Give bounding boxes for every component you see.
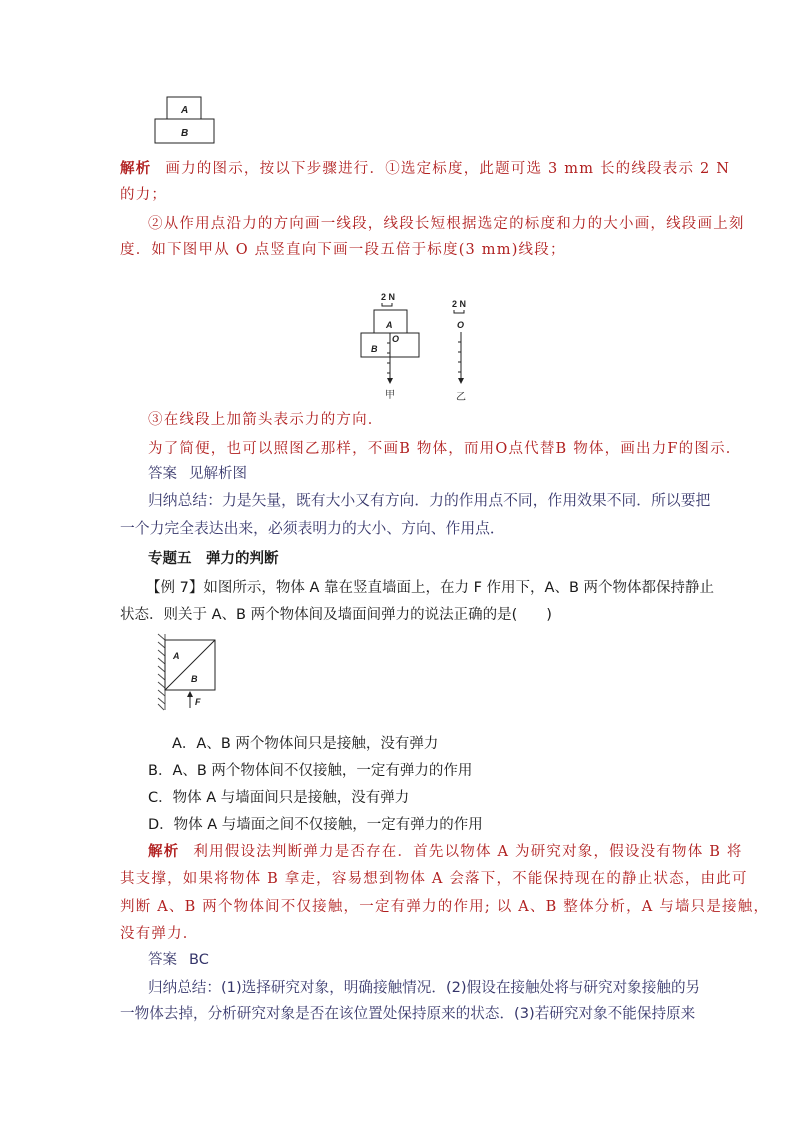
point-o-left: O (392, 334, 400, 344)
scale-left-bar (382, 303, 392, 306)
answer2-value: BC (189, 952, 209, 968)
block-a-label: A (173, 651, 180, 661)
scale-right-bar (454, 310, 464, 313)
option-c: C．物体 A 与墙面间只是接触，没有弹力 (148, 790, 410, 806)
analysis1-line1: 解析 画力的图示，按以下步骤进行．①选定标度，此题可选 3 mm 长的线段表示 2 N (120, 160, 731, 177)
analysis3-line2: 其支撑，如果将物体 B 拿走，容易想到物体 A 会落下，不能保持现在的静止状态，由此可 (120, 871, 748, 887)
option-d: D．物体 A 与墙面之间不仅接触，一定有弹力的作用 (148, 817, 483, 833)
block-b-label: B (181, 128, 189, 139)
wall-hatching (158, 634, 165, 710)
block-a-label: A (181, 105, 189, 116)
topic5-title: 专题五 弹力的判断 (148, 551, 279, 567)
option-b: B．A、B 两个物体间不仅接触，一定有弹力的作用 (148, 763, 473, 779)
arrowhead-right (458, 378, 464, 384)
analysis2-step3: ③在线段上加箭头表示力的方向． (148, 412, 384, 428)
summary1-line2: 一个力完全表达出来，必须表明力的大小、方向、作用点． (120, 520, 505, 537)
figure-wall-blocks (150, 632, 225, 712)
example7-line2: 状态．则关于 A、B 两个物体间及墙面间弹力的说法正确的是( ) (120, 607, 552, 623)
scale-right-label: 2 N (452, 299, 467, 309)
force-f-arrowhead (187, 691, 193, 697)
block-b-label: B (191, 674, 198, 684)
analysis3-line1: 解析 利用假设法判断弹力是否存在．首先以物体 A 为研究对象，假设没有物体 B 将 (148, 843, 743, 860)
summary2-line1: 归纳总结：(1)选择研究对象，明确接触情况．(2)假设在接触处将与研究对象接触的另 (148, 979, 701, 996)
arrowhead-left (387, 378, 393, 384)
example7-line1: 【例 7】如图所示，物体 A 靠在竖直墙面上，在力 F 作用下，A、B 两个物体都保持静止 (146, 580, 715, 596)
answer1-label: 答案 (148, 466, 177, 482)
force-f-label: F (195, 697, 201, 707)
summary2-line2: 一物体去掉，分析研究对象是否在该位置处保持原来的状态．(3)若研究对象不能保持原来 (120, 1005, 696, 1022)
figure-stacked-blocks (150, 94, 220, 146)
analysis2-note: 为了简便，也可以照图乙那样，不画B 物体，而用O点代替B 物体，画出力F的图示． (148, 441, 742, 457)
answer2-label: 答案 (148, 952, 177, 968)
analysis1-label: 解析 (120, 160, 152, 177)
caption-yi: 乙 (456, 392, 466, 403)
scale-left-label: 2 N (381, 292, 396, 302)
answer1-value: 见解析图 (189, 466, 247, 482)
analysis3-line4: 没有弹力． (120, 926, 199, 942)
block-a-label: A (386, 320, 393, 330)
answer1 (148, 464, 247, 484)
analysis1-line2: 的力； (120, 187, 168, 203)
analysis3-line3: 判断 A、B 两个物体间不仅接触，一定有弹力的作用; 以 A、B 整体分析，A 与墙只是接触， (120, 899, 770, 915)
point-o-right: O (457, 320, 465, 330)
figure-force-diagram (355, 290, 485, 408)
example7-label: 【例 7】 (146, 580, 204, 596)
analysis3-label: 解析 (148, 843, 180, 860)
option-a: A．A、B 两个物体间只是接触，没有弹力 (172, 736, 439, 752)
caption-jia: 甲 (385, 390, 395, 401)
analysis1-line4: 度．如下图甲从 O 点竖直向下画一段五倍于标度(3 mm)线段； (120, 242, 566, 258)
block-b-label: B (371, 344, 378, 354)
answer2 (148, 950, 209, 970)
summary1-line1: 归纳总结：力是矢量，既有大小又有方向．力的作用点不同，作用效果不同．所以要把 (148, 492, 711, 509)
analysis1-line3: ②从作用点沿力的方向画一线段，线段长短根据选定的标度和力的大小画，线段画上刻 (148, 216, 745, 232)
